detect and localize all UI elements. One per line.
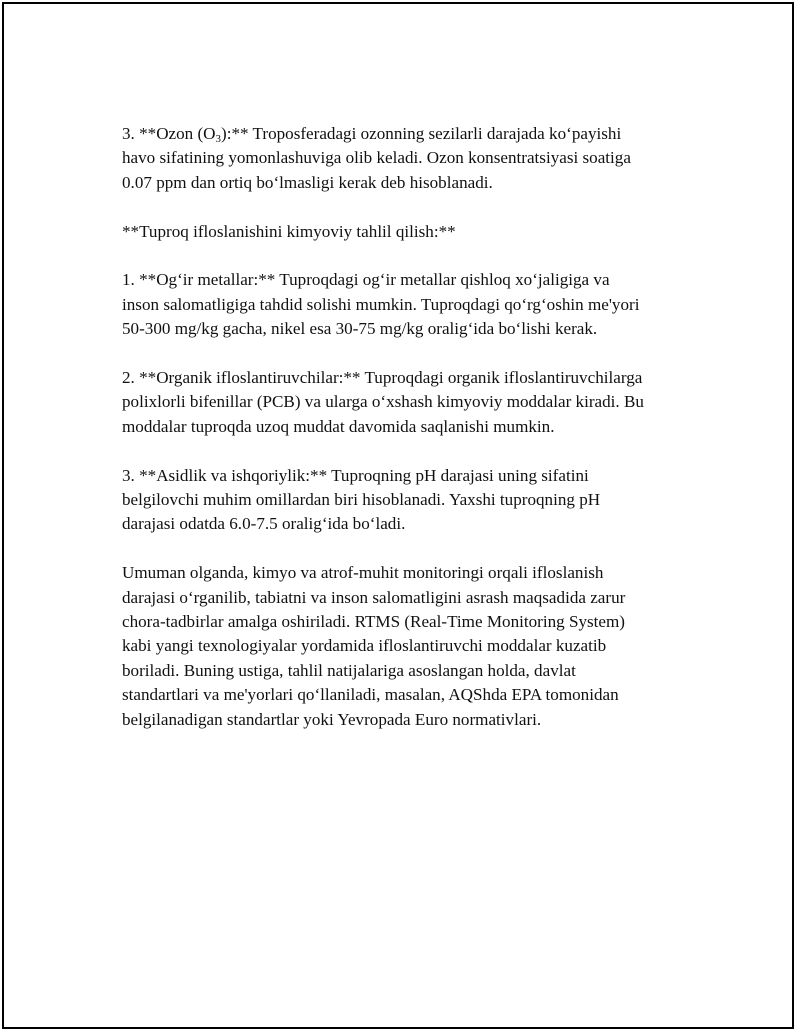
text-line: inson salomatligiga tahdid solishi mumkin. Tuproqdagi qo‘rg‘oshin me'yori (122, 294, 640, 314)
section-heading-soil-analysis (122, 220, 702, 244)
text-line: belgilovchi muhim omillardan biri hisoblanadi. Yaxshi tuproqning pH (122, 490, 601, 510)
text-line: 0.07 ppm dan ortiq bo‘lmasligi kerak deb hisoblanadi. (122, 172, 493, 192)
paragraph-conclusion (122, 561, 702, 732)
text-line: belgilanadigan standartlar yoki Yevropada Euro normativlari. (122, 709, 542, 729)
text-fragment: ):** Troposferadagi ozonning sezilarli darajada ko‘payishi (221, 124, 622, 143)
subscript: 3 (215, 133, 222, 145)
document-body (122, 122, 702, 756)
text-line: standartlari va me'yorlari qo‘llaniladi, masalan, AQShda EPA tomonidan (122, 685, 619, 705)
text-line (122, 122, 702, 146)
text-line: 3. **Asidlik va ishqoriylik:** Tuproqning pH darajasi uning sifatini (122, 465, 589, 485)
paragraph-heavy-metals (122, 268, 702, 341)
text-line: polixlorli bifenillar (PCB) va ularga o‘xshash kimyoviy moddalar kiradi. Bu (122, 392, 644, 412)
paragraph-organic-pollutants (122, 366, 702, 439)
text-line: Umuman olganda, kimyo va atrof-muhit monitoringi orqali ifloslanish (122, 563, 604, 583)
text-line: 2. **Organik ifloslantiruvchilar:** Tuproqdagi organik ifloslantiruvchilarga (122, 368, 643, 388)
text-fragment: 3. **Ozon (O (122, 124, 216, 143)
text-line: boriladi. Buning ustiga, tahlil natijalariga asoslangan holda, davlat (122, 660, 576, 680)
text-line: 50-300 mg/kg gacha, nikel esa 30-75 mg/kg oralig‘ida bo‘lishi kerak. (122, 319, 598, 339)
text-line: **Tuproq ifloslanishini kimyoviy tahlil qilish:** (122, 221, 456, 241)
paragraph-acidity (122, 464, 702, 537)
text-line: chora-tadbirlar amalga oshiriladi. RTMS (Real-Time Monitoring System) (122, 612, 625, 632)
text-line: havo sifatining yomonlashuviga olib keladi. Ozon konsentratsiyasi soatiga (122, 148, 631, 168)
text-line: 1. **Og‘ir metallar:** Tuproqdagi og‘ir metallar qishloq xo‘jaligiga va (122, 270, 610, 290)
text-line: moddalar tuproqda uzoq muddat davomida saqlanishi mumkin. (122, 416, 555, 436)
page-frame (2, 2, 794, 1029)
text-line: kabi yangi texnologiyalar yordamida ifloslantiruvchi moddalar kuzatib (122, 636, 607, 656)
paragraph-ozone (122, 122, 702, 195)
text-line: darajasi odatda 6.0-7.5 oralig‘ida bo‘ladi. (122, 514, 406, 534)
text-line: darajasi o‘rganilib, tabiatni va inson salomatligini asrash maqsadida zarur (122, 587, 626, 607)
